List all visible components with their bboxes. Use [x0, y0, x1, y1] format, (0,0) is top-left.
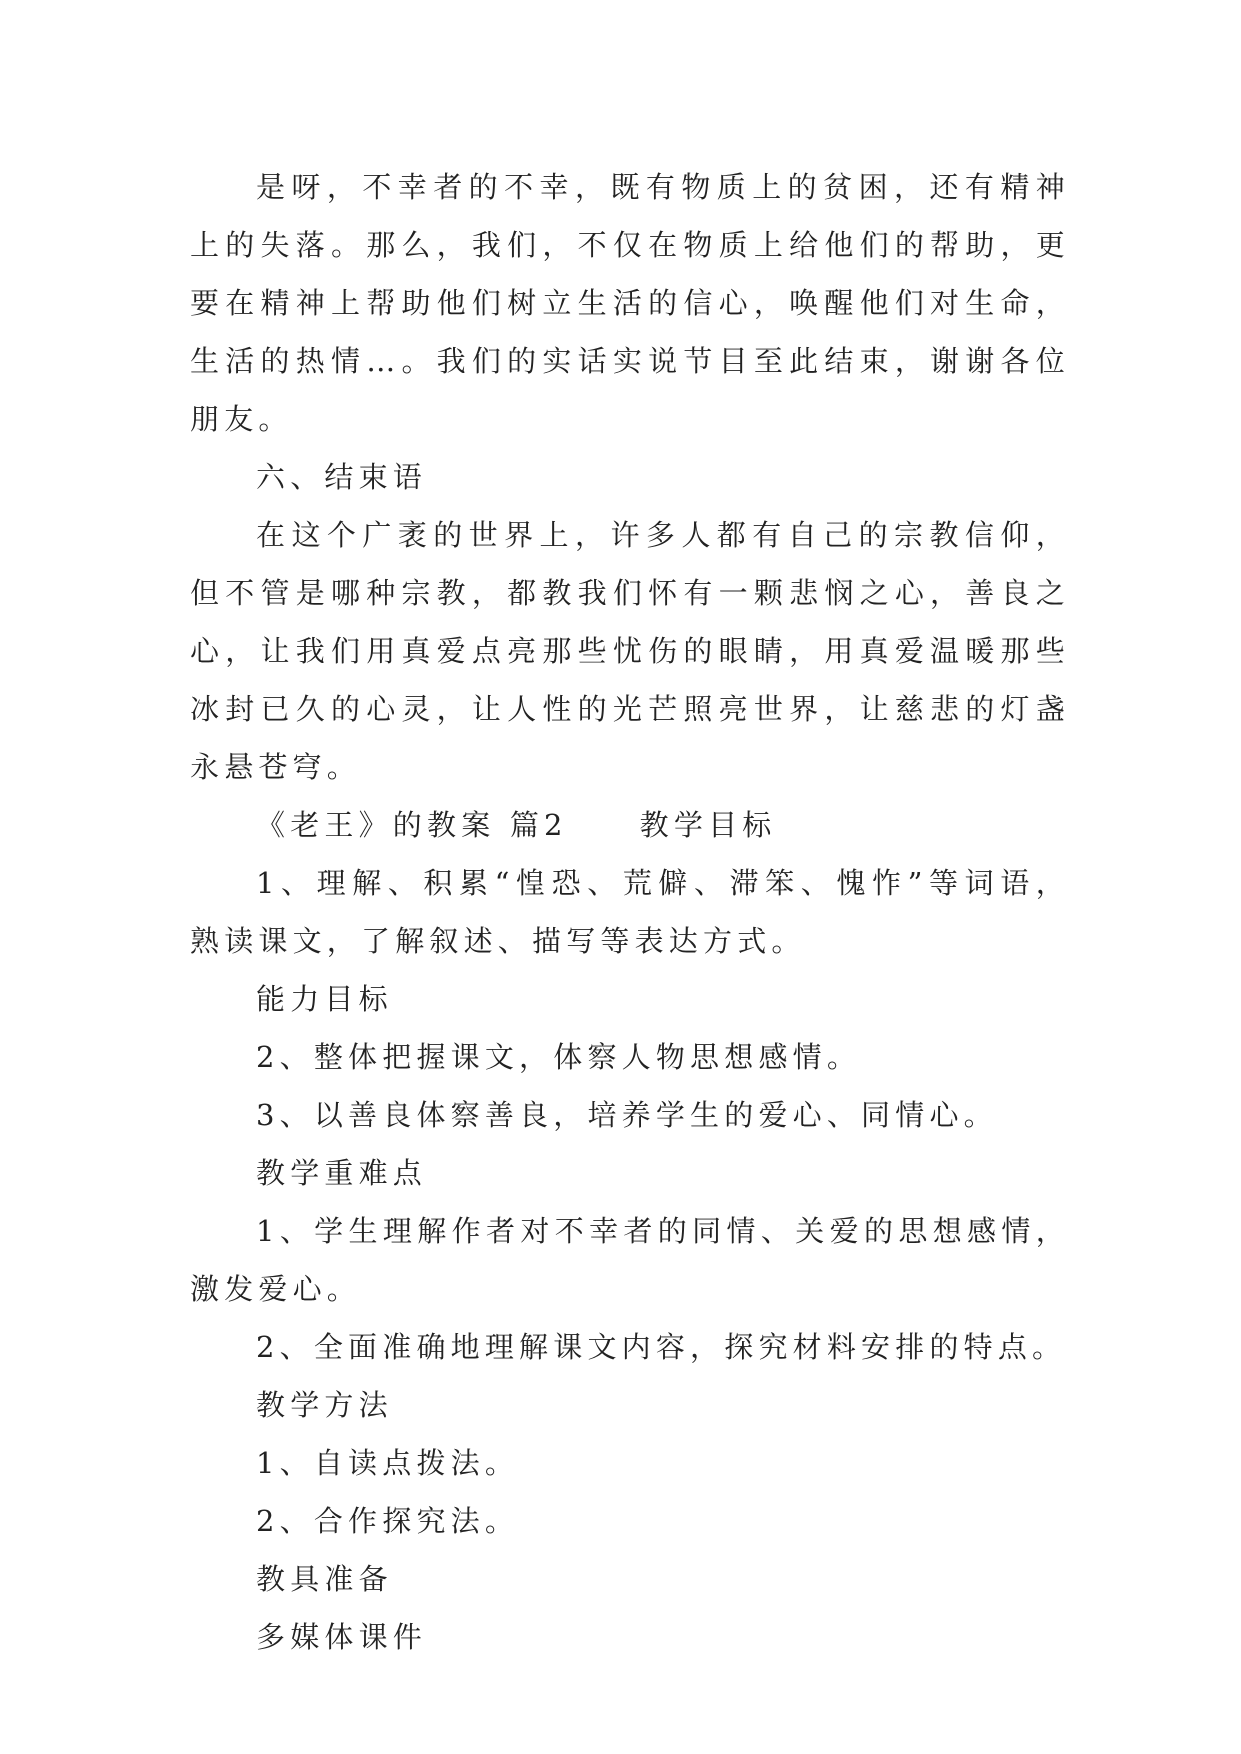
goal-item-2: 2、整体把握课文，体察人物思想感情。 — [256, 1040, 862, 1074]
difficulty-item-2: 2、全面准确地理解课文内容，探究材料安排的特点。 — [256, 1330, 1067, 1364]
heading-conclusion: 六、结束语 — [256, 460, 428, 494]
section-title: 《老王》的教案 篇2 — [256, 808, 568, 842]
method-item-2: 2、合作探究法。 — [256, 1504, 520, 1538]
goal-item-1: 1、理解、积累“惶恐、荒僻、滞笨、愧怍”等词语，熟读课文，了解叙述、描写等表达方式。 — [190, 866, 1070, 958]
paragraph-closing-remarks: 是呀，不幸者的不幸，既有物质上的贫困，还有精神上的失落。那么，我们，不仅在物质上给他们的帮助，更要在精神上帮助他们树立生活的信心，唤醒他们对生命，生活的热情…。我们的实话实说节目至此结束，谢谢各位朋友。 — [190, 170, 1070, 436]
document-body — [190, 158, 1070, 1666]
heading-key-difficulties: 教学重难点 — [256, 1156, 428, 1190]
heading-ability-goals: 能力目标 — [256, 982, 393, 1016]
difficulty-item-1: 1、学生理解作者对不幸者的同情、关爱的思想感情，激发爱心。 — [190, 1214, 1070, 1306]
section-heading — [190, 796, 1070, 854]
paragraph-conclusion: 在这个广袤的世界上，许多人都有自己的宗教信仰，但不管是哪种宗教，都教我们怀有一颗悲悯之心，善良之心，让我们用真爱点亮那些忧伤的眼睛，用真爱温暖那些冰封已久的心灵，让人性的光芒照亮世界，让慈悲的灯盏永悬苍穹。 — [190, 518, 1070, 784]
heading-teaching-methods: 教学方法 — [256, 1388, 393, 1422]
section-subtitle: 教学目标 — [639, 808, 777, 842]
goal-item-3: 3、以善良体察善良，培养学生的爱心、同情心。 — [256, 1098, 998, 1132]
teaching-aid-item: 多媒体课件 — [256, 1620, 428, 1654]
heading-teaching-aids: 教具准备 — [256, 1562, 393, 1596]
method-item-1: 1、自读点拨法。 — [256, 1446, 520, 1480]
